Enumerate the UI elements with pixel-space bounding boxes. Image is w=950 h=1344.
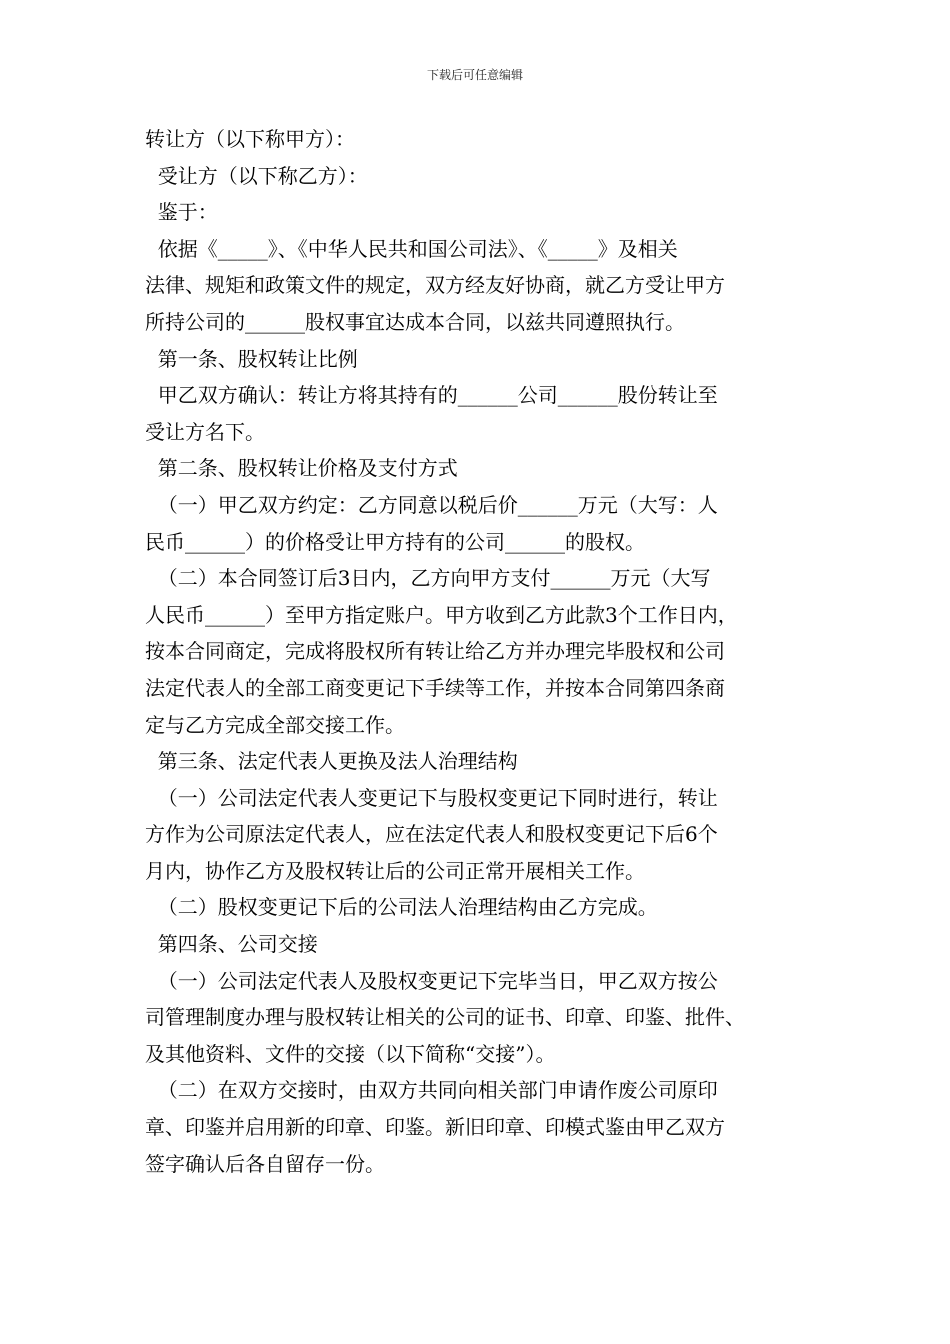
text-line: 月内，协作乙方及股权转让后的公司正常开展相关工作。 (145, 858, 645, 883)
text-line: 转让方（以下称甲方）： (145, 127, 355, 151)
text-line: （一）公司法定代表人变更记下与股权变更记下同时进行，转让 (145, 785, 718, 810)
text-line: 民币______）的价格受让甲方持有的公司______的股权。 (145, 529, 645, 554)
contract-body (145, 121, 810, 1182)
text-line: （二）股权变更记下后的公司法人治理结构由乙方完成。 (145, 895, 658, 920)
text-line: （二）在双方交接时，由双方共同向相关部门申请作废公司原印 (145, 1078, 718, 1103)
text-line: 受让方（以下称乙方）： (145, 163, 368, 188)
text-line: 法定代表人的全部工商变更记下手续等工作，并按本合同第四条商 (145, 675, 725, 700)
section-heading: 第三条、法定代表人更换及法人治理结构 (145, 749, 518, 774)
text-line: 法律、规矩和政策文件的规定，双方经友好协商，就乙方受让甲方 (145, 273, 725, 298)
section-heading: 第四条、公司交接 (145, 932, 318, 957)
text-line: 受让方名下。 (145, 419, 265, 444)
section-heading: 第一条、股权转让比例 (145, 346, 358, 371)
text-line: 按本合同商定，完成将股权所有转让给乙方并办理完毕股权和公司 (145, 639, 725, 664)
text-line: 鉴于： (145, 200, 218, 225)
text-line: 方作为公司原法定代表人，应在法定代表人和股权变更记下后6个 (145, 822, 718, 847)
text-line: （一）公司法定代表人及股权变更记下完毕当日，甲乙双方按公 (145, 968, 718, 993)
text-line: 所持公司的______股权事宜达成本合同，以兹共同遵照执行。 (145, 309, 685, 334)
section-heading: 第二条、股权转让价格及支付方式 (145, 456, 458, 481)
text-line: （一）甲乙双方约定：乙方同意以税后价______万元（大写：人 (145, 492, 718, 517)
text-line: 及其他资料、文件的交接（以下简称“交接”）。 (145, 1041, 556, 1066)
text-line: 定与乙方完成全部交接工作。 (145, 712, 405, 737)
text-line: （二）本合同签订后3日内，乙方向甲方支付______万元（大写 (145, 566, 711, 591)
text-line: 司管理制度办理与股权转让相关的公司的证书、印章、印鉴、批件、 (145, 1005, 745, 1030)
text-line: 依据《_____》、《中华人民共和国公司法》、《_____》及相关 (145, 236, 678, 261)
page-header: 下载后可任意编辑 (426, 68, 523, 82)
text-line: 章、印鉴并启用新的印章、印鉴。新旧印章、印模式鉴由甲乙双方 (145, 1115, 725, 1140)
text-line: 签字确认后各自留存一份。 (145, 1151, 385, 1176)
text-line: 甲乙双方确认：转让方将其持有的______公司______股份转让至 (145, 383, 718, 408)
text-line: 人民币______）至甲方指定账户。甲方收到乙方此款3个工作日内， (145, 602, 738, 627)
